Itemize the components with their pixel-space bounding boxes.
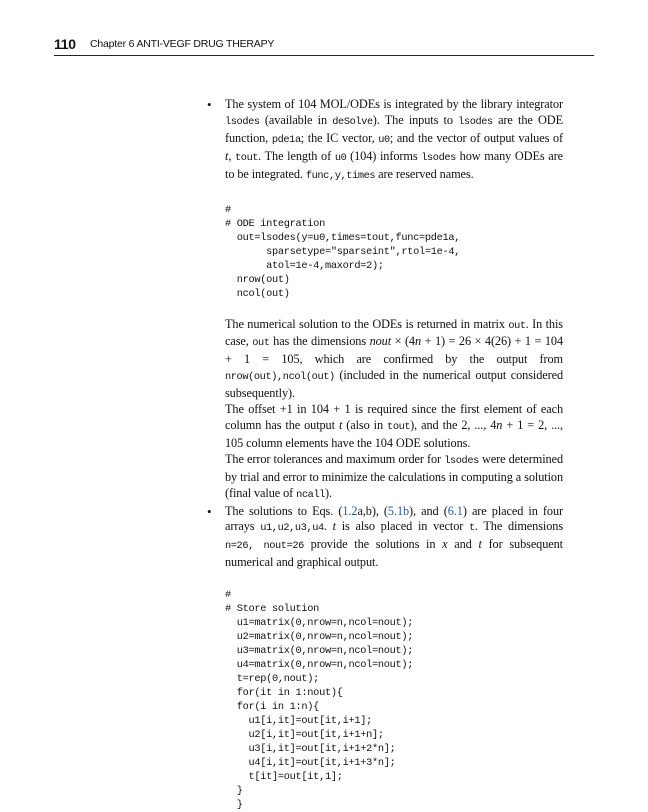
header-rule <box>54 55 594 56</box>
bullet-text-store-solution: The solutions to Eqs. (1.2a,b), (5.1b), and (6.1) are placed in four arrays u1,u2,u3,u4. t is also placed in vector t. The dimensions n=26, nout=26 provide the solutions in x and t for subsequent numerical and graphical output. <box>225 503 564 570</box>
code-block-ode-integration: # # ODE integration out=lsodes(y=u0,times=tout,func=pde1a, sparsetype="sparseint",rtol=1e-4, atol=1e-4,maxord=2); nrow(out) ncol(out) <box>225 203 461 300</box>
equation-link-6-1[interactable]: 6.1 <box>447 503 463 518</box>
page-body <box>207 97 564 812</box>
page-number: 110 <box>54 36 76 52</box>
paragraph-numerical-solution: The numerical solution to the ODEs is returned in matrix out. In this case, out has the dimensions nout × (4n + 1) = 26 × 4(26) + 1 = 104 + 1 = 105, which are confirmed by the output from nrow(out),ncol(out) (included in the numerical output considered subsequently). <box>225 316 564 401</box>
bullet-item-store-solution <box>207 503 564 572</box>
paragraph-error-tolerances: The error tolerances and maximum order for lsodes were determined by trial and error to minimize the calculations in computing a solution (final value of ncall). <box>225 451 563 501</box>
paragraph-offset: The offset +1 in 104 + 1 is required since the first element of each column has the output t (also in tout), and the 2, ..., 4n + 1 = 2, ..., 105 column elements have the 104 ODE solutions. <box>225 402 563 450</box>
equation-link-5-1b[interactable]: 5.1b <box>387 503 410 518</box>
bullet-marker: • <box>207 503 212 519</box>
equation-link-1-2[interactable]: 1.2 <box>342 503 358 518</box>
bullet-text-integration: The system of 104 MOL/ODEs is integrated by the library integrator lsodes (available in deSolve). The inputs to lsodes are the ODE function, pde1a; the IC vector, u0; and the vector of output values of t, tout. The length of u0 (104) informs lsodes how many ODEs are to be integrated. func,y,times are reserved names. <box>225 97 563 182</box>
chapter-title: Chapter 6 ANTI-VEGF DRUG THERAPY <box>90 38 275 50</box>
code-block-store-solution: # # Store solution u1=matrix(0,nrow=n,ncol=nout); u2=matrix(0,nrow=n,ncol=nout); u3=matrix(0,nrow=n,ncol=nout); u4=matrix(0,nrow=n,ncol=nout); t=rep(0,nout); for(it in 1:nout){ for(i in 1:n){ u1[i,it]=out[it,i+1]; u2[i,it]=out[it,i+1+n]; u3[i,it]=out[it,i+1+2*n]; u4[i,it]=out[it,i+1+3*n]; t[it]=out[it,1]; } } <box>225 589 414 812</box>
bullet-marker: • <box>207 97 212 112</box>
bullet-item-integration <box>207 97 563 185</box>
running-header <box>54 36 594 54</box>
